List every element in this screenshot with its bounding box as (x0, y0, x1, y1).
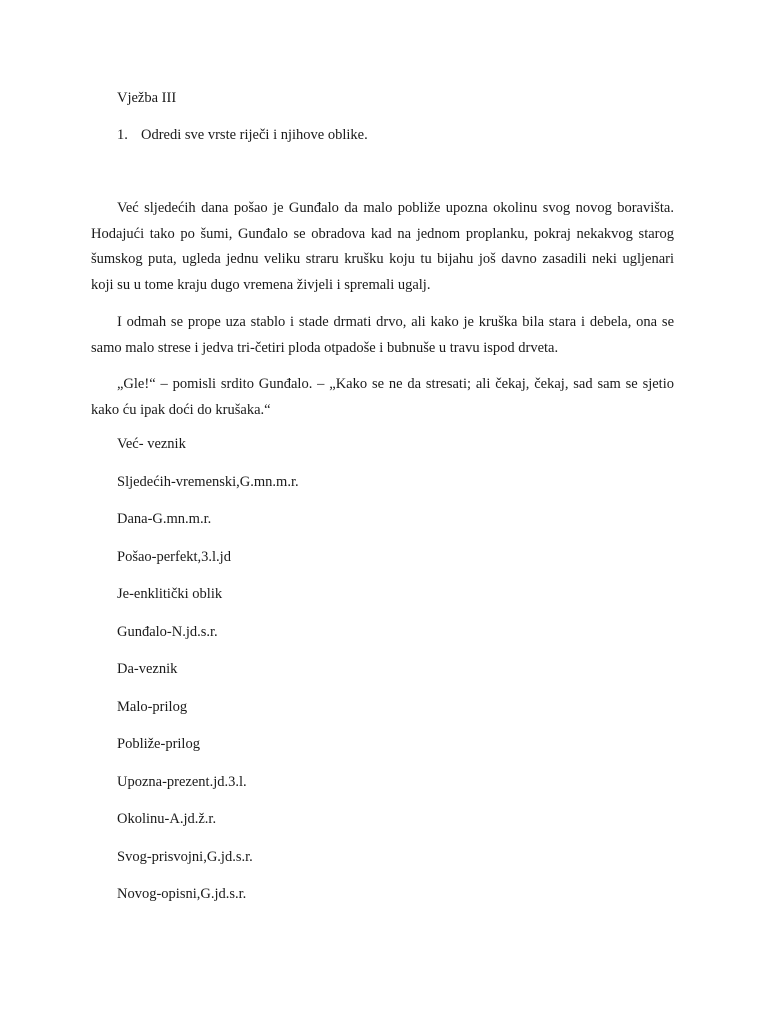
analysis-item: Okolinu-A.jd.ž.r. (117, 811, 217, 827)
analysis-item: Malo-prilog (117, 698, 188, 715)
analysis-item: Svog-prisvojni,G.jd.s.r. (117, 848, 253, 865)
word-analysis-list (117, 434, 299, 922)
analysis-item: Pobliže-prilog (117, 736, 200, 752)
exercise-title: Vježba III (117, 90, 177, 106)
analysis-item: Dana-G.mn.m.r. (117, 511, 212, 527)
analysis-item: Upozna-prezent.jd.3.l. (117, 773, 247, 790)
story-paragraph-3: „Gle!“ – pomisli srdito Gunđalo. – „Kako se ne da stresati; ali čekaj, čekaj, sad sam se sjetio kako ću ipak doći do krušaka.“ (91, 376, 674, 418)
analysis-item: Novog-opisni,G.jd.s.r. (117, 886, 247, 902)
task-text: Odredi sve vrste riječi i njihove oblike. (141, 127, 368, 143)
analysis-item: Da-veznik (117, 661, 178, 677)
analysis-item: Već- veznik (117, 436, 186, 452)
story-paragraph-2: I odmah se prope uza stablo i stade drmati drvo, ali kako je kruška bila stara i debela, ona se samo malo strese i jedva tri-četiri ploda otpadoše i bubnuše u travu ispod drveta. (91, 314, 674, 356)
story-paragraph-1: Već sljedećih dana pošao je Gunđalo da malo pobliže upozna okolinu svog novog boravišta. Hodajući tako po šumi, Gunđalo se obradova kad na jednom proplanku, pokraj nekakvog starog šumskog puta, ugleda jednu veliku straru krušku koju tu bijahu još davno zasadili neki ugljenari koji su u tome kraju dugo vremena živjeli i spremali ugalj. (91, 200, 674, 293)
analysis-item: Sljedećih-vremenski,G.mn.m.r. (117, 473, 299, 490)
analysis-item: Je-enklitički oblik (117, 586, 223, 602)
task-number: 1. (117, 127, 128, 143)
analysis-item: Pošao-perfekt,3.l.jd (117, 548, 231, 565)
task-item (117, 125, 368, 145)
analysis-item: Gunđalo-N.jd.s.r. (117, 623, 218, 640)
